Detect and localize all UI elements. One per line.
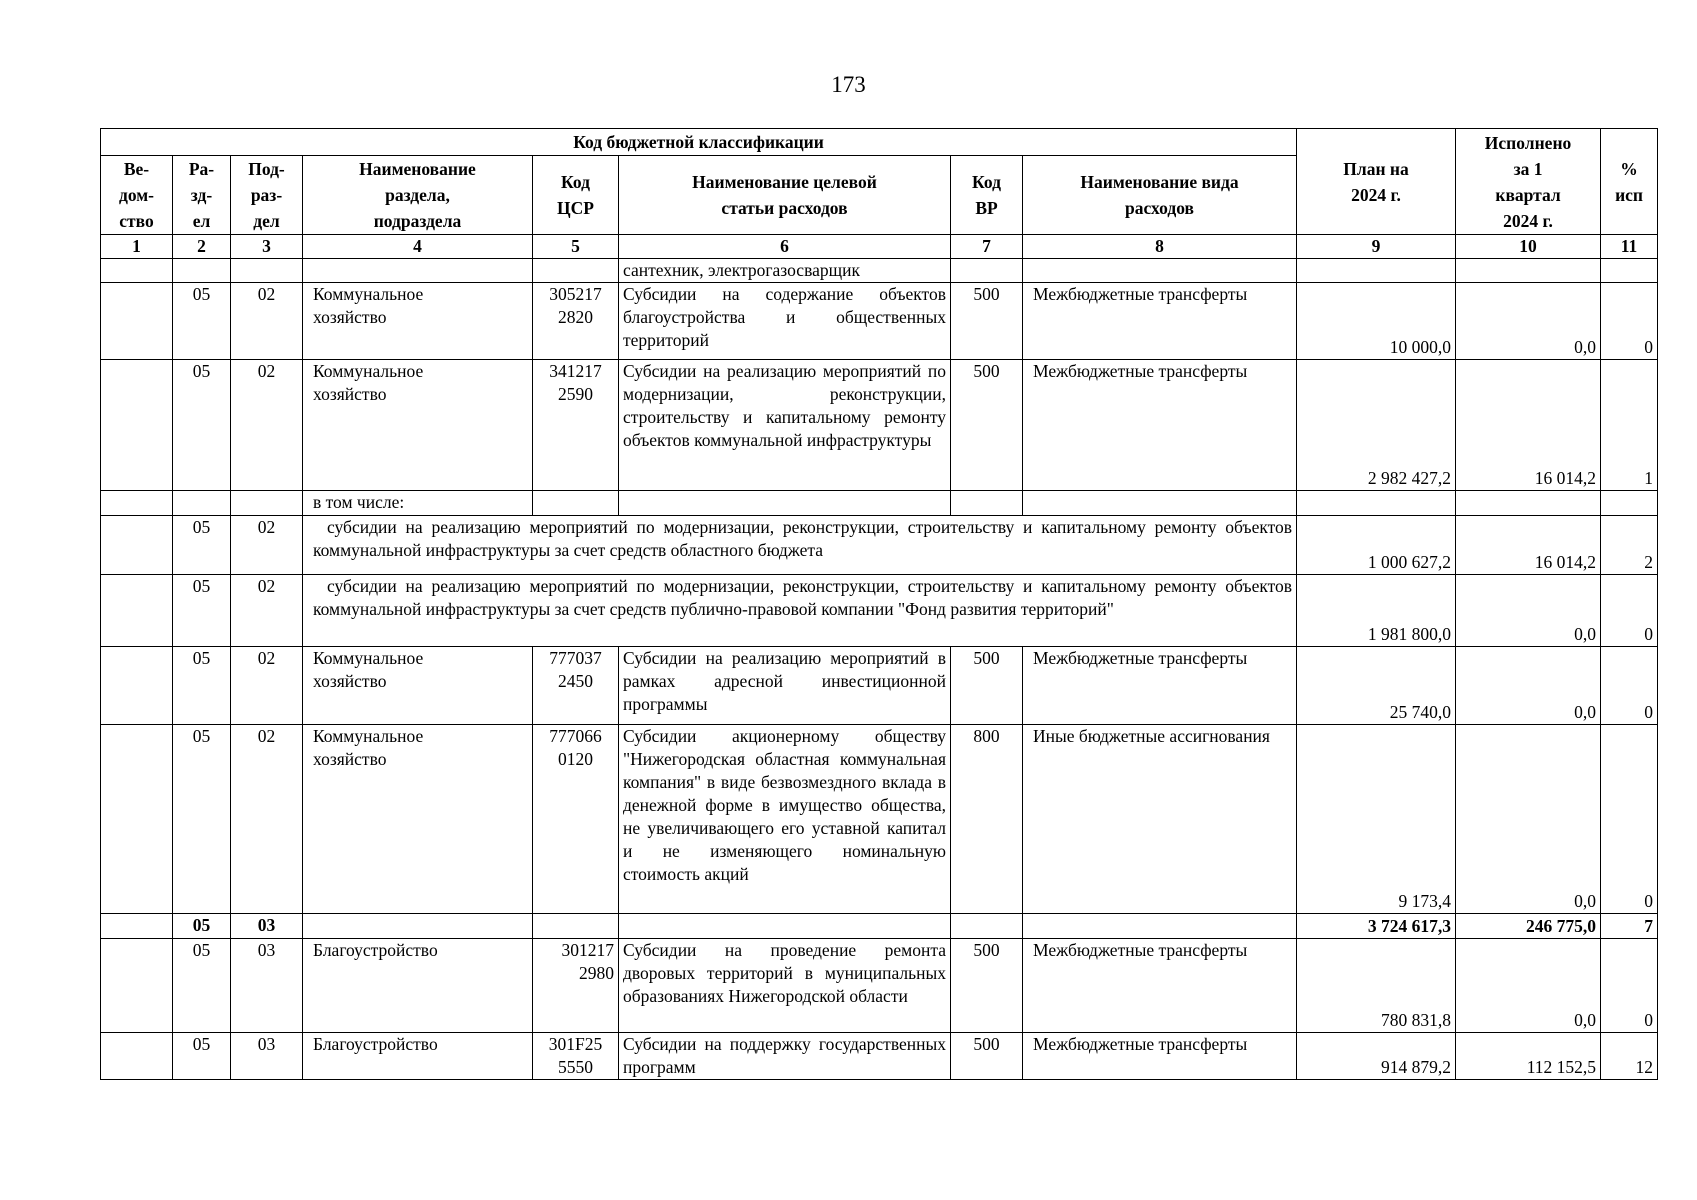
cell-section: 05 (173, 939, 231, 1033)
cell-csr: 305217 2820 (533, 283, 619, 360)
cell-target-name: Субсидии на содержание объектов благоустройства и общественных территорий (619, 283, 951, 360)
cell-section-name: Коммунальное хозяйство (303, 725, 533, 914)
cell-percent: 0 (1601, 725, 1658, 914)
cell-target-name: Субсидии на проведение ремонта дворовых территорий в муниципальных образованиях Нижегородской области (619, 939, 951, 1033)
subtotal-row (101, 914, 1658, 939)
cell-section-name (303, 914, 533, 939)
cell-expense-type: Межбюджетные трансферты (1023, 1033, 1297, 1080)
cell-subsection (231, 259, 303, 283)
cell-vr: 500 (951, 647, 1023, 725)
table-row (101, 647, 1658, 725)
cell-csr (533, 491, 619, 516)
cell-subsection: 02 (231, 283, 303, 360)
header-subsection: Под- раз- дел (231, 156, 303, 235)
cell-plan: 780 831,8 (1297, 939, 1456, 1033)
cell-section: 05 (173, 647, 231, 725)
cell-section-name (303, 259, 533, 283)
table-row (101, 939, 1658, 1033)
cell-merged-description: субсидии на реализацию мероприятий по модернизации, реконструкции, строительству и капитальному ремонту объектов коммунальной инфраструктуры за счет средств публично-правовой компании "Фонд развития территорий" (303, 575, 1297, 647)
header-vr-code: Код ВР (951, 156, 1023, 235)
cell-vr (951, 491, 1023, 516)
column-number: 5 (533, 235, 619, 259)
cell-section-name: Коммунальное хозяйство (303, 283, 533, 360)
header-expense-type: Наименование вида расходов (1023, 156, 1297, 235)
cell-percent (1601, 491, 1658, 516)
cell-csr (533, 914, 619, 939)
cell-csr: 301F25 5550 (533, 1033, 619, 1080)
cell-section-name: в том числе: (303, 491, 533, 516)
cell-percent: 7 (1601, 914, 1658, 939)
header-target-name: Наименование целевой статьи расходов (619, 156, 951, 235)
cell-csr (533, 259, 619, 283)
cell-plan (1297, 259, 1456, 283)
cell-executed: 0,0 (1456, 647, 1601, 725)
cell-section (173, 491, 231, 516)
cell-vr (951, 259, 1023, 283)
cell-department (101, 647, 173, 725)
cell-subsection: 02 (231, 575, 303, 647)
cell-target-name (619, 491, 951, 516)
cell-subsection: 03 (231, 1033, 303, 1080)
cell-target-name: Субсидии акционерному обществу "Нижегородская областная коммунальная компания" в виде безвозмездного вклада в денежной форме в имущество общества, не увеличивающего его уставной капитал и не изменяющего номинальную стоимость акций (619, 725, 951, 914)
cell-section: 05 (173, 360, 231, 491)
cell-plan: 25 740,0 (1297, 647, 1456, 725)
cell-vr (951, 914, 1023, 939)
cell-department (101, 259, 173, 283)
table-row (101, 360, 1658, 491)
header-plan: План на 2024 г. (1297, 129, 1456, 235)
column-number: 8 (1023, 235, 1297, 259)
header-budget-classification: Код бюджетной классификации (101, 129, 1297, 156)
cell-target-name (619, 914, 951, 939)
cell-section-name: Коммунальное хозяйство (303, 360, 533, 491)
cell-executed: 112 152,5 (1456, 1033, 1601, 1080)
header-executed: Исполнено за 1 квартал 2024 г. (1456, 129, 1601, 235)
cell-plan: 9 173,4 (1297, 725, 1456, 914)
cell-expense-type: Межбюджетные трансферты (1023, 283, 1297, 360)
header-section-name: Наименование раздела, подраздела (303, 156, 533, 235)
cell-executed: 0,0 (1456, 283, 1601, 360)
budget-table (100, 128, 1658, 1080)
cell-plan: 1 000 627,2 (1297, 516, 1456, 575)
cell-department (101, 360, 173, 491)
cell-vr: 800 (951, 725, 1023, 914)
cell-vr: 500 (951, 283, 1023, 360)
cell-subsection: 02 (231, 360, 303, 491)
cell-subsection: 02 (231, 647, 303, 725)
cell-department (101, 939, 173, 1033)
cell-vr: 500 (951, 939, 1023, 1033)
cell-csr: 777066 0120 (533, 725, 619, 914)
cell-plan: 914 879,2 (1297, 1033, 1456, 1080)
cell-executed: 0,0 (1456, 575, 1601, 647)
cell-percent (1601, 259, 1658, 283)
cell-percent: 0 (1601, 939, 1658, 1033)
cell-section: 05 (173, 725, 231, 914)
cell-section: 05 (173, 575, 231, 647)
column-number: 11 (1601, 235, 1658, 259)
header-section: Ра- зд- ел (173, 156, 231, 235)
column-number: 10 (1456, 235, 1601, 259)
cell-executed (1456, 259, 1601, 283)
cell-target-name: Субсидии на реализацию мероприятий в рамках адресной инвестиционной программы (619, 647, 951, 725)
cell-department (101, 516, 173, 575)
cell-expense-type: Межбюджетные трансферты (1023, 360, 1297, 491)
cell-percent: 1 (1601, 360, 1658, 491)
cell-subsection: 03 (231, 914, 303, 939)
cell-subsection: 03 (231, 939, 303, 1033)
cell-section: 05 (173, 914, 231, 939)
cell-target-name: Субсидии на поддержку государственных программ (619, 1033, 951, 1080)
cell-plan: 10 000,0 (1297, 283, 1456, 360)
cell-section: 05 (173, 283, 231, 360)
cell-vr: 500 (951, 1033, 1023, 1080)
column-number: 1 (101, 235, 173, 259)
table-row (101, 725, 1658, 914)
cell-subsection: 02 (231, 516, 303, 575)
cell-expense-type (1023, 259, 1297, 283)
header-csr-code: Код ЦСР (533, 156, 619, 235)
cell-plan (1297, 491, 1456, 516)
cell-executed: 0,0 (1456, 939, 1601, 1033)
cell-subsection: 02 (231, 725, 303, 914)
cell-plan: 2 982 427,2 (1297, 360, 1456, 491)
cell-section-name: Коммунальное хозяйство (303, 647, 533, 725)
table-row (101, 1033, 1658, 1080)
cell-executed: 16 014,2 (1456, 516, 1601, 575)
cell-section-name: Благоустройство (303, 939, 533, 1033)
cell-executed: 246 775,0 (1456, 914, 1601, 939)
cell-merged-description: субсидии на реализацию мероприятий по модернизации, реконструкции, строительству и капитальному ремонту объектов коммунальной инфраструктуры за счет средств областного бюджета (303, 516, 1297, 575)
cell-percent: 0 (1601, 283, 1658, 360)
column-number: 3 (231, 235, 303, 259)
cell-subsection (231, 491, 303, 516)
column-number: 7 (951, 235, 1023, 259)
column-numbers-row (101, 235, 1658, 259)
table-row (101, 259, 1658, 283)
cell-vr: 500 (951, 360, 1023, 491)
table-row (101, 516, 1658, 575)
cell-department (101, 575, 173, 647)
header-department: Ве- дом- ство (101, 156, 173, 235)
cell-department (101, 1033, 173, 1080)
cell-percent: 12 (1601, 1033, 1658, 1080)
cell-department (101, 283, 173, 360)
cell-executed: 0,0 (1456, 725, 1601, 914)
cell-section: 05 (173, 516, 231, 575)
cell-expense-type (1023, 914, 1297, 939)
cell-expense-type: Межбюджетные трансферты (1023, 647, 1297, 725)
cell-section-name: Благоустройство (303, 1033, 533, 1080)
cell-percent: 2 (1601, 516, 1658, 575)
column-number: 6 (619, 235, 951, 259)
cell-csr: 341217 2590 (533, 360, 619, 491)
cell-executed: 16 014,2 (1456, 360, 1601, 491)
page-number: 173 (831, 72, 866, 97)
table-row (101, 491, 1658, 516)
column-number: 4 (303, 235, 533, 259)
cell-expense-type: Иные бюджетные ассигнования (1023, 725, 1297, 914)
cell-section: 05 (173, 1033, 231, 1080)
column-number: 9 (1297, 235, 1456, 259)
table-row (101, 575, 1658, 647)
header-group-row (101, 129, 1658, 156)
cell-expense-type (1023, 491, 1297, 516)
cell-target-name: Субсидии на реализацию мероприятий по модернизации, реконструкции, строительству и капитальному ремонту объектов коммунальной инфраструктуры (619, 360, 951, 491)
cell-executed (1456, 491, 1601, 516)
cell-csr: 777037 2450 (533, 647, 619, 725)
cell-expense-type: Межбюджетные трансферты (1023, 939, 1297, 1033)
cell-percent: 0 (1601, 575, 1658, 647)
cell-department (101, 725, 173, 914)
cell-plan: 3 724 617,3 (1297, 914, 1456, 939)
cell-target-name: сантехник, электрогазосварщик (619, 259, 951, 283)
cell-csr: 301217 2980 (533, 939, 619, 1033)
header-percent: % исп (1601, 129, 1658, 235)
cell-department (101, 914, 173, 939)
cell-department (101, 491, 173, 516)
cell-percent: 0 (1601, 647, 1658, 725)
cell-plan: 1 981 800,0 (1297, 575, 1456, 647)
column-number: 2 (173, 235, 231, 259)
table-row (101, 283, 1658, 360)
cell-section (173, 259, 231, 283)
